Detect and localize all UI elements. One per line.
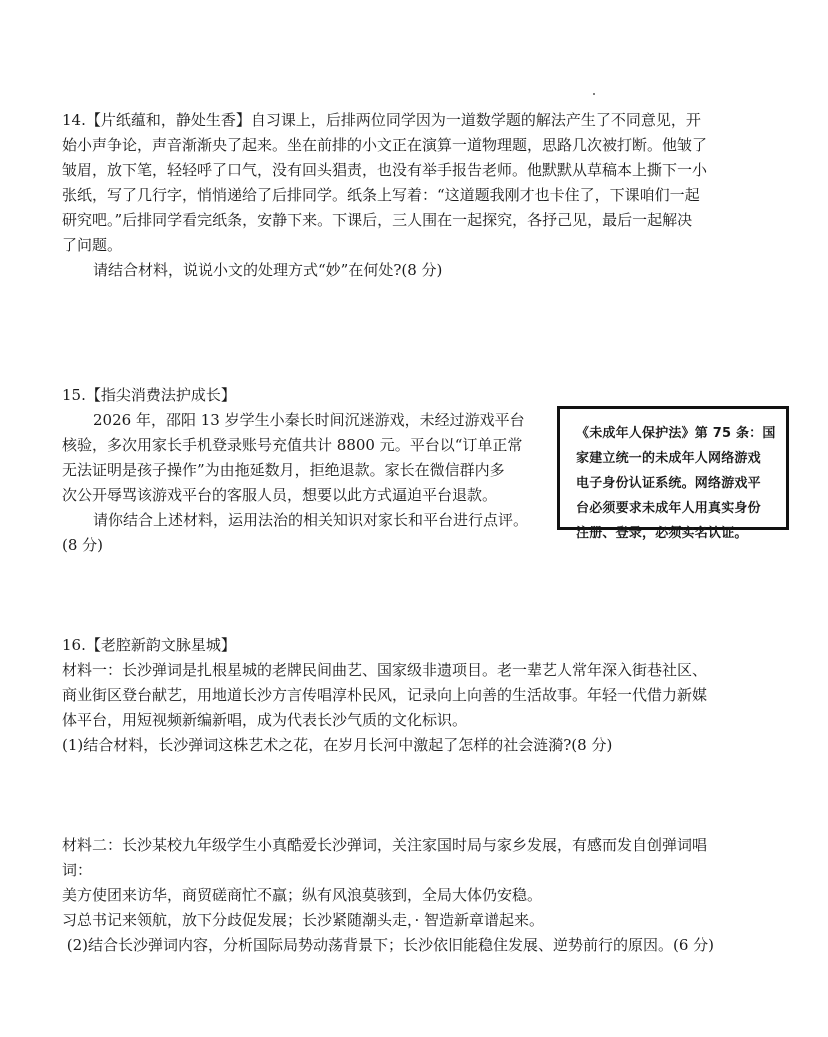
q16-lyric-line-1: 美方使团来访华，商贸磋商忙不羸；纵有风浪莫骇到，全局大体仍安稳。 [62, 886, 543, 904]
stray-dot [593, 93, 595, 95]
q16-material2-line-2: 词： [62, 861, 93, 879]
q16-material1-line-1: 材料一：长沙弹词是扎根星城的老牌民间曲艺、国家级非遗项目。老一辈艺人常年深入街巷社区、 [62, 661, 708, 679]
q14-line-3: 皱眉，放下笔，轻轻呼了口气，没有回头猖责，也没有举手报告老师。他默默从草稿本上撕下一小 [62, 161, 708, 179]
q15-line-2: 核验，多次用家长手机登录账号充值共计 8800 元。平台以“订单正常 [62, 436, 523, 454]
law-line-1: 《未成年人保护法》第 75 条：国 [576, 426, 776, 441]
law-line-2: 家建立统一的未成年人网络游戏 [576, 451, 761, 466]
q14-line-6: 了问题。 [62, 236, 123, 254]
q15-title: 15.【指尖消费法护成长】 [62, 386, 236, 404]
q14-line-1: 14.【片纸蕴和，静处生香】自习课上，后排两位同学因为一道数学题的解法产生了不同意见，开 [62, 111, 701, 129]
q16-sub-question-1: (1)结合材料，长沙弹词这株艺术之花，在岁月长河中激起了怎样的社会涟漪?(8 分) [62, 736, 613, 754]
q15-line-1: 2026 年，邵阳 13 岁学生小秦长时间沉迷游戏，未经过游戏平台 [93, 411, 525, 429]
q15-line-3: 无法证明是孩子操作”为由拖延数月，拒绝退款。家长在微信群内多 [62, 461, 505, 479]
law-line-5: 注册、登录，必须实名认证。 [576, 526, 748, 541]
q15-score: (8 分) [62, 536, 104, 554]
q14-line-5: 研究吧。”后排同学看完纸条，安静下来。下课后，三人围在一起探究，各抒己见，最后一起解决 [62, 211, 693, 229]
q16-lyric-line-2: 习总书记来领航，放下分歧促发展；长沙紧随潮头走，· 智造新章谱起来。 [62, 911, 545, 929]
q16-material1-line-2: 商业街区登台献艺，用地道长沙方言传唱淳朴民风，记录向上向善的生活故事。年轻一代借力新媒 [62, 686, 708, 704]
q16-title: 16.【老腔新韵文脉星城】 [62, 636, 236, 654]
law-line-4: 台必须要求未成年人用真实身份 [576, 501, 761, 516]
q14-question: 请结合材料，说说小文的处理方式“妙”在何处?(8 分) [93, 261, 443, 279]
q14-line-4: 张纸，写了几行字，悄悄递给了后排同学。纸条上写着：“这道题我刚才也卡住了，下课咱们一起 [62, 186, 700, 204]
q16-sub-question-2: (2)结合长沙弹词内容，分析国际局势动荡背景下；长沙依旧能稳住发展、逆势前行的原因。(6 分) [62, 936, 715, 954]
q16-material2-line-1: 材料二：长沙某校九年级学生小真酷爱长沙弹词，关注家国时局与家乡发展，有感而发自创弹词唱 [62, 836, 708, 854]
q14-line-2: 始小声争论，声音渐渐央了起来。坐在前排的小文正在演算一道物理题，思路几次被打断。他皱了 [62, 136, 708, 154]
law-excerpt-box [557, 406, 789, 541]
law-line-3: 电子身份认证系统。网络游戏平 [576, 476, 761, 491]
q15-question: 请你结合上述材料，运用法治的相关知识对家长和平台进行点评。 [93, 511, 529, 529]
q16-material1-line-3: 体平台，用短视频新编新唱，成为代表长沙气质的文化标识。 [62, 711, 468, 729]
q15-line-4: 次公开辱骂该游戏平台的客服人员，想要以此方式逼迫平台退款。 [62, 486, 498, 504]
